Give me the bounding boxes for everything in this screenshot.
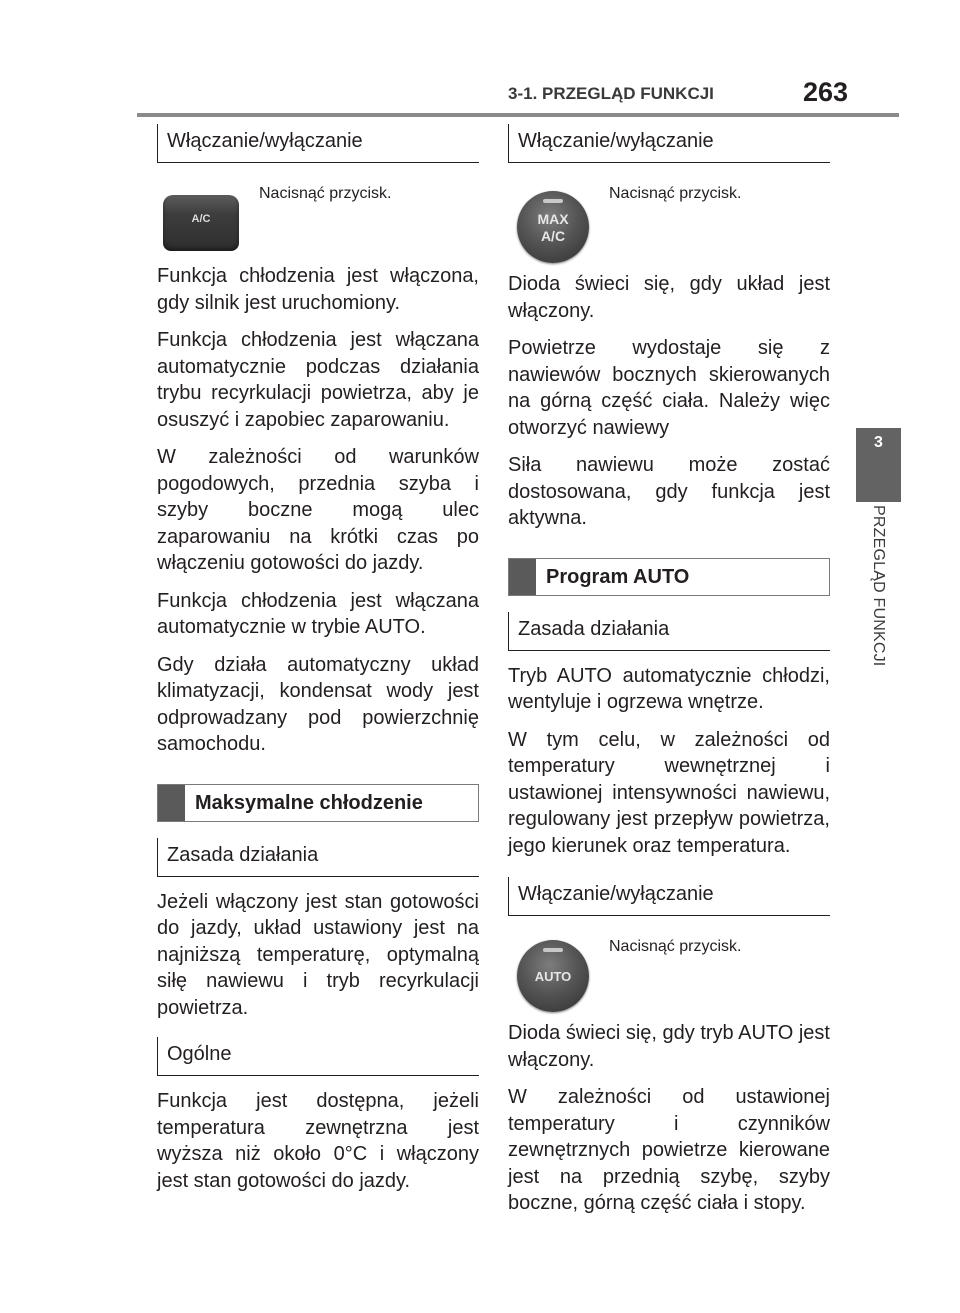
ac-button-label: A/C (191, 213, 211, 225)
paragraph: Funkcja jest dostępna, jeżeli temperatura zewnętrzna jest wyższa niż około 0°C i włączony jest stan gotowości do jazdy. (157, 1090, 479, 1192)
paragraph: Funkcja chłodzenia jest włączana automatycznie podczas działania trybu recyrkulacji powietrza, aby je osuszyć i zapobiec zaparowaniu. (157, 329, 479, 431)
ac-button-caption: Nacisnąć przycisk. (259, 185, 392, 202)
section-heading-program-auto (508, 558, 830, 596)
indicator-led (543, 199, 563, 203)
max-ac-label-line2: A/C (540, 228, 566, 244)
paragraph: W tym celu, w zależności od temperatury wewnętrznej i ustawionej intensywności nawiewu, regulowany jest przepływ powietrza, jego kierunek oraz temperatura. (508, 728, 830, 857)
running-header-section: 3-1. PRZEGLĄD FUNKCJI (508, 84, 714, 103)
left-column (157, 124, 479, 1194)
chapter-number: 3 (874, 434, 883, 451)
paragraph: Dioda świeci się, gdy tryb AUTO jest włączony. (508, 1022, 830, 1071)
max-ac-button-caption: Nacisnąć przycisk. (609, 185, 742, 202)
paragraph: Dioda świeci się, gdy układ jest włączony. (508, 273, 830, 322)
section-heading-bar (158, 785, 185, 821)
paragraph: Tryb AUTO automatycznie chłodzi, wentyluje i ogrzewa wnętrze. (508, 664, 830, 713)
subheading-principle: Zasada działania (508, 612, 830, 651)
section-heading-text: Program AUTO (546, 565, 690, 588)
section-heading-max-cooling (157, 784, 479, 822)
section-heading-bar (509, 559, 536, 595)
subheading-on-off: Włączanie/wyłączanie (508, 124, 830, 163)
auto-button-label: AUTO (534, 969, 572, 984)
paragraph: Siła nawiewu może zostać dostosowana, gdy funkcja jest aktywna. (508, 454, 830, 529)
paragraph: W zależności od warunków pogodowych, przednia szyba i szyby boczne mogą ulec zaparowaniu na krótki czas po włączeniu gotowości do jazdy. (157, 446, 479, 574)
auto-button-caption: Nacisnąć przycisk. (609, 938, 742, 955)
max-ac-button-icon (517, 191, 589, 263)
max-ac-button-row (508, 181, 830, 263)
paragraph: Powietrze wydostaje się z nawiewów bocznych skierowanych na górną część ciała. Należy więc otworzyć nawiewy (508, 337, 830, 439)
ac-button-icon (163, 195, 239, 251)
paragraph: Funkcja chłodzenia jest włączana automatycznie w trybie AUTO. (157, 589, 479, 638)
subheading-general: Ogólne (157, 1037, 479, 1076)
section-heading-text: Maksymalne chłodzenie (195, 791, 423, 814)
indicator-led (543, 948, 563, 952)
paragraph: Gdy działa automatyczny układ klimatyzacji, kondensat wody jest odprowadzany pod powierzchnię samochodu. (157, 653, 479, 755)
auto-button-icon (517, 940, 589, 1012)
header-rule (137, 113, 899, 117)
paragraph: W zależności od ustawionej temperatury i czynników zewnętrznych powietrze kierowane jest na przednią szybę, szyby boczne, górną część ciała i stopy. (508, 1086, 830, 1214)
page-number: 263 (803, 77, 849, 107)
auto-button-row (508, 934, 830, 1012)
subheading-on-off: Włączanie/wyłączanie (157, 124, 479, 163)
max-ac-label-line1: MAX (537, 211, 569, 227)
chapter-label-text: PRZEGLĄD FUNKCJI (870, 505, 887, 667)
subheading-principle: Zasada działania (157, 838, 479, 877)
paragraph: Jeżeli włączony jest stan gotowości do jazdy, układ ustawiony jest na najniższą temperaturę, optymalną siłę nawiewu i tryb recyrkulacji powietrza. (157, 890, 479, 1019)
chapter-label (856, 505, 901, 705)
chapter-tab (856, 428, 901, 502)
paragraph: Funkcja chłodzenia jest włączona, gdy silnik jest uruchomiony. (157, 265, 479, 314)
ac-button-row (157, 181, 479, 251)
right-column (508, 124, 830, 1217)
subheading-on-off: Włączanie/wyłączanie (508, 877, 830, 916)
